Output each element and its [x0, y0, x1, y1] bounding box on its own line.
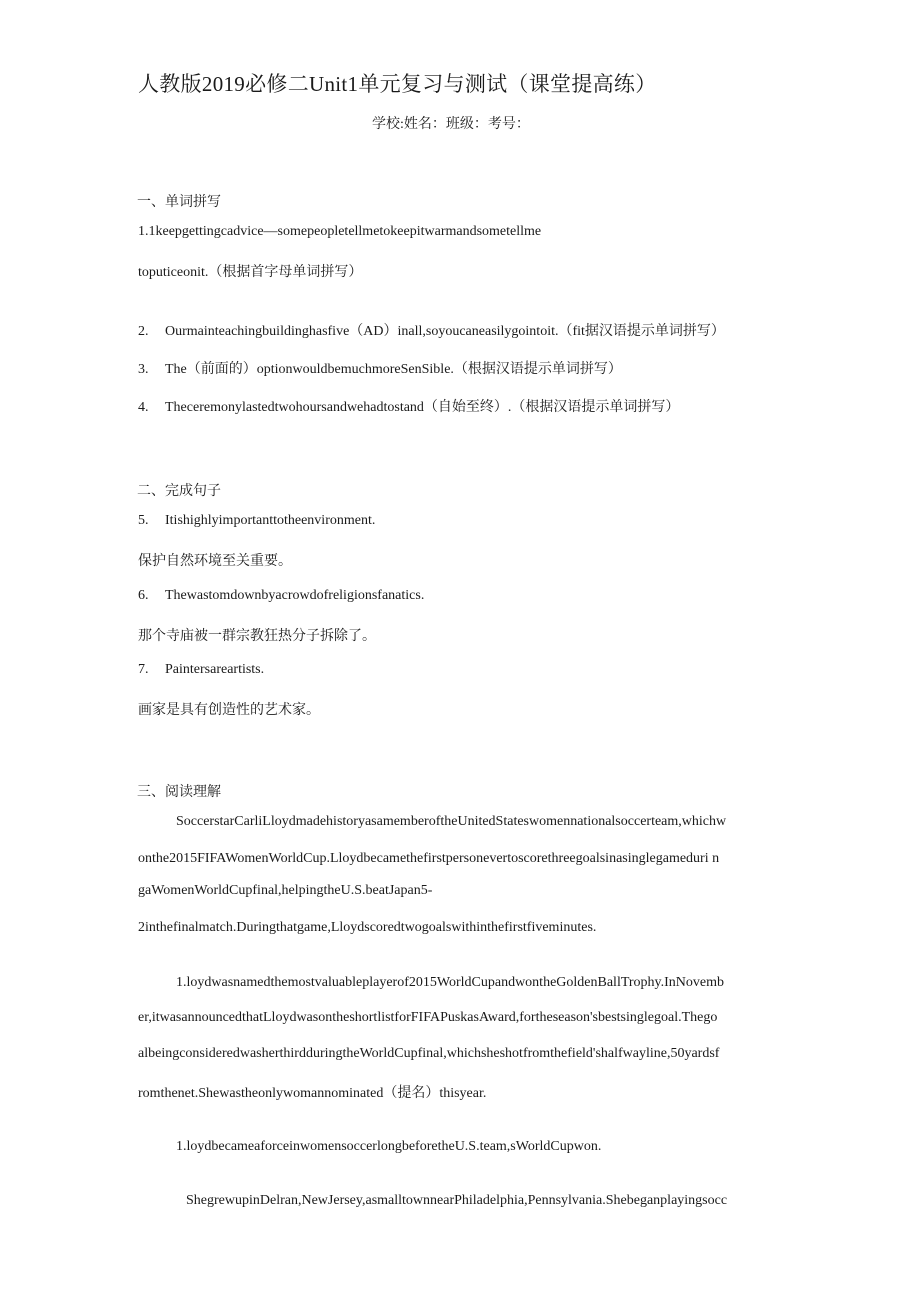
- question-7: [138, 662, 264, 678]
- student-info-line: 学校:姓名：班级：考号：: [372, 117, 530, 132]
- question-number: 2.: [138, 324, 149, 339]
- passage-p1-line-2: onthe2015FIFAWomenWorldCup.Lloydbecamethefirstpersonevertoscorethreegoalsinasinglegameduri n: [138, 851, 720, 866]
- section-heading-sentences: 二、完成句子: [137, 483, 221, 499]
- passage-p2-line-4: romthenet.Shewastheonlywomannominated（提名）thisyear.: [138, 1086, 487, 1101]
- question-text: Itishighlyimportanttotheenvironment.: [165, 513, 376, 528]
- passage-p4-line-1: ShegrewupinDelran,NewJersey,asmalltownnearPhiladelphia,Pennsylvania.Shebeganplayingsocc: [186, 1193, 728, 1208]
- document-title: 人教版2019必修二Unit1单元复习与测试（课堂提高练）: [138, 72, 657, 96]
- question-text: Paintersareartists.: [165, 662, 265, 677]
- passage-p2-line-1: 1.loydwasnamedthemostvaluableplayerof2015WorldCupandwontheGoldenBallTrophy.InNovemb: [176, 975, 725, 990]
- question-number: 6.: [138, 588, 149, 603]
- question-number: 4.: [138, 400, 149, 415]
- question-text: The（前面的）optionwouldbemuchmoreSenSible.（根据汉语提示单词拼写）: [165, 362, 622, 377]
- section-heading-reading: 三、阅读理解: [137, 784, 221, 800]
- question-text: Ourmainteachingbuildinghasfive（AD）inall,soyoucaneasilygointoit.（fit据汉语提示单词拼写）: [165, 324, 725, 339]
- question-2: [138, 320, 725, 340]
- passage-p3-line-1: 1.loydbecameaforceinwomensoccerlongbeforetheU.S.team,sWorldCupwon.: [176, 1139, 602, 1154]
- section-heading-spelling: 一、单词拼写: [137, 194, 221, 210]
- question-number: 3.: [138, 362, 149, 377]
- question-6: [138, 588, 424, 604]
- question-text: Theceremonylastedtwohoursandwehadtostand（自始至终）.（根据汉语提示单词拼写）: [165, 400, 680, 415]
- question-6-chinese: 那个寺庙被一群宗教狂热分子拆除了。: [138, 629, 376, 644]
- question-7-chinese: 画家是具有创造性的艺术家。: [138, 703, 320, 718]
- passage-p1-line-3: gaWomenWorldCupfinal,helpingtheU.S.beatJapan5-: [138, 883, 433, 898]
- question-3: [138, 358, 622, 378]
- question-4: [138, 396, 679, 416]
- question-5-chinese: 保护自然环境至关重要。: [138, 554, 292, 569]
- question-1-line-1: 1.1keepgettingcadvice—somepeopletellmetokeepitwarmandsometellme: [138, 224, 542, 239]
- question-number: 5.: [138, 513, 149, 528]
- passage-p1-line-4: 2inthefinalmatch.Duringthatgame,Lloydscoredtwogoalswithinthefirstfiveminutes.: [138, 920, 597, 935]
- question-5: [138, 513, 375, 529]
- passage-p2-line-2: er,itwasannouncedthatLloydwasontheshortlistforFIFAPuskasAward,fortheseason'sbestsinglegoal.Thego: [138, 1010, 718, 1025]
- question-text: Thewastomdownbyacrowdofreligionsfanatics.: [165, 588, 425, 603]
- question-number: 7.: [138, 662, 149, 677]
- passage-p2-line-3: albeingconsideredwasherthirdduringtheWorldCupfinal,whichsheshotfromthefield'shalfwayline,50yardsf: [138, 1046, 720, 1061]
- passage-p1-line-1: SoccerstarCarliLloydmadehistoryasamemberoftheUnitedStateswomennationalsoccerteam,whichw: [176, 814, 727, 829]
- question-1-line-2: toputiceonit.（根据首字母单词拼写）: [138, 265, 363, 280]
